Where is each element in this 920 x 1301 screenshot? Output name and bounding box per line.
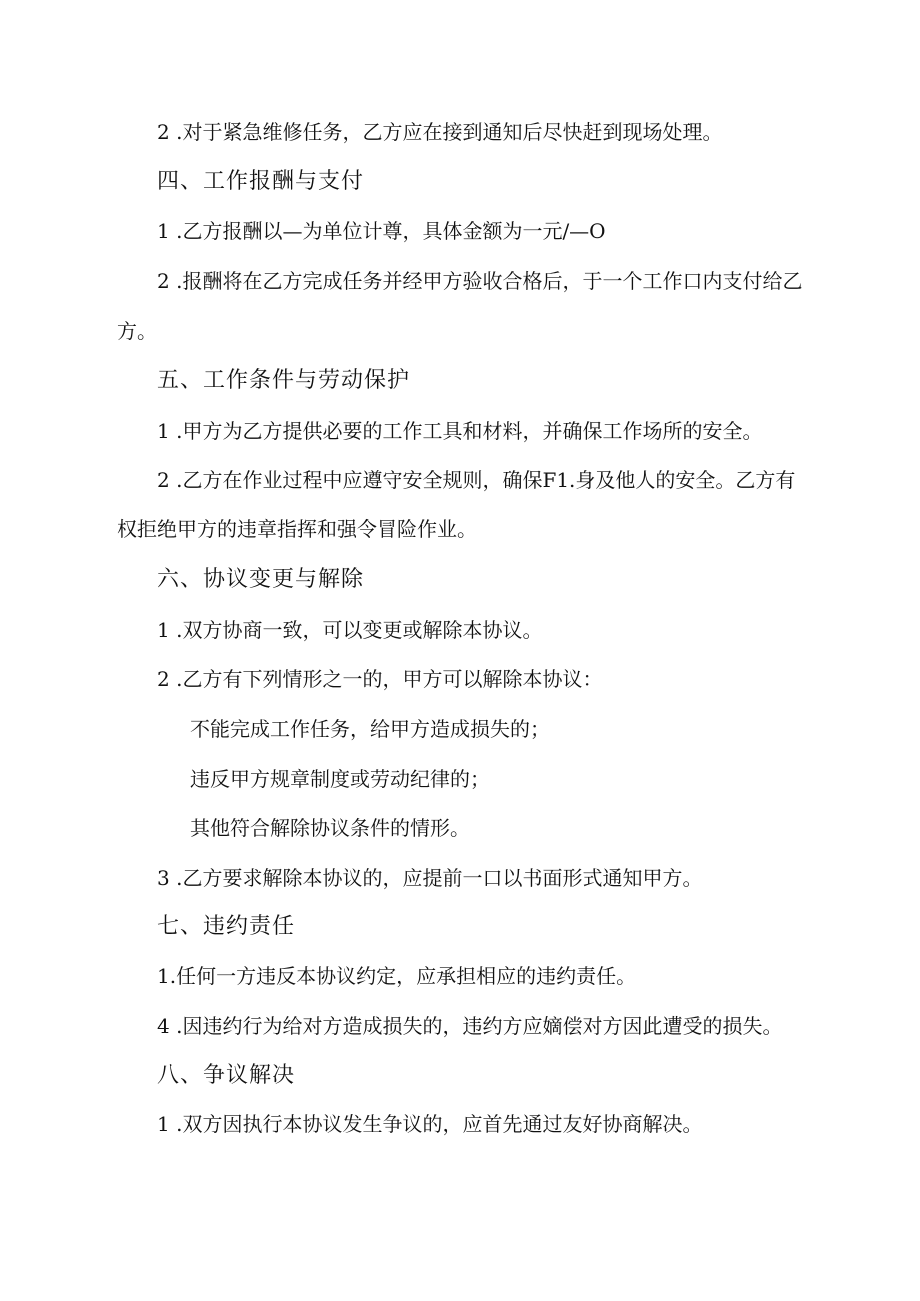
clause-item: 1 .双方因执行本协议发生争议的，应首先通过友好协商解决。 — [157, 1112, 703, 1136]
clause-item: 2 .乙方有下列情形之一的，甲方可以解除本协议： — [157, 667, 603, 691]
section-heading: 六、协议变更与解除 — [157, 567, 365, 592]
clause-item: 2 .乙方在作业过程中应遵守安全规则，确保F1.身及他人的安全。乙方有 — [157, 468, 796, 492]
clause-item: 1 .双方协商一致，可以变更或解除本协议。 — [157, 618, 543, 642]
clause-continuation: 方。 — [117, 319, 157, 343]
clause-item: 3 .乙方要求解除本协议的，应提前一口以书面形式通知甲方。 — [157, 866, 703, 890]
sub-clause: 不能完成工作任务，给甲方造成损失的； — [190, 717, 550, 741]
sub-clause: 其他符合解除协议条件的情形。 — [190, 816, 470, 840]
clause-continuation: 权拒绝甲方的违章指挥和强令冒险作业。 — [117, 517, 477, 541]
section-heading: 八、争议解决 — [157, 1063, 296, 1088]
sub-clause: 违反甲方规章制度或劳动纪律的； — [190, 767, 490, 791]
clause-item: 1.任何一方违反本协议约定，应承担相应的违约责任。 — [157, 964, 637, 988]
clause-item: 2 .报酬将在乙方完成任务并经甲方验收合格后，于一个工作口内支付给乙 — [157, 269, 803, 293]
clause-item: 2 .对于紧急维修任务，乙方应在接到通知后尽快赶到现场处理。 — [157, 120, 723, 144]
section-heading: 七、违约责任 — [157, 914, 296, 939]
clause-item: 4 .因违约行为给对方造成损失的，违约方应嫡偿对方因此遭受的损失。 — [157, 1014, 783, 1038]
clause-item: 1 .乙方报酬以—为单位计尊，具体金额为一元/—O — [157, 219, 606, 243]
section-heading: 五、工作条件与劳动保护 — [157, 368, 411, 393]
clause-item: 1 .甲方为乙方提供必要的工作工具和材料，并确保工作场所的安全。 — [157, 419, 763, 443]
section-heading: 四、工作报酬与支付 — [157, 169, 365, 194]
